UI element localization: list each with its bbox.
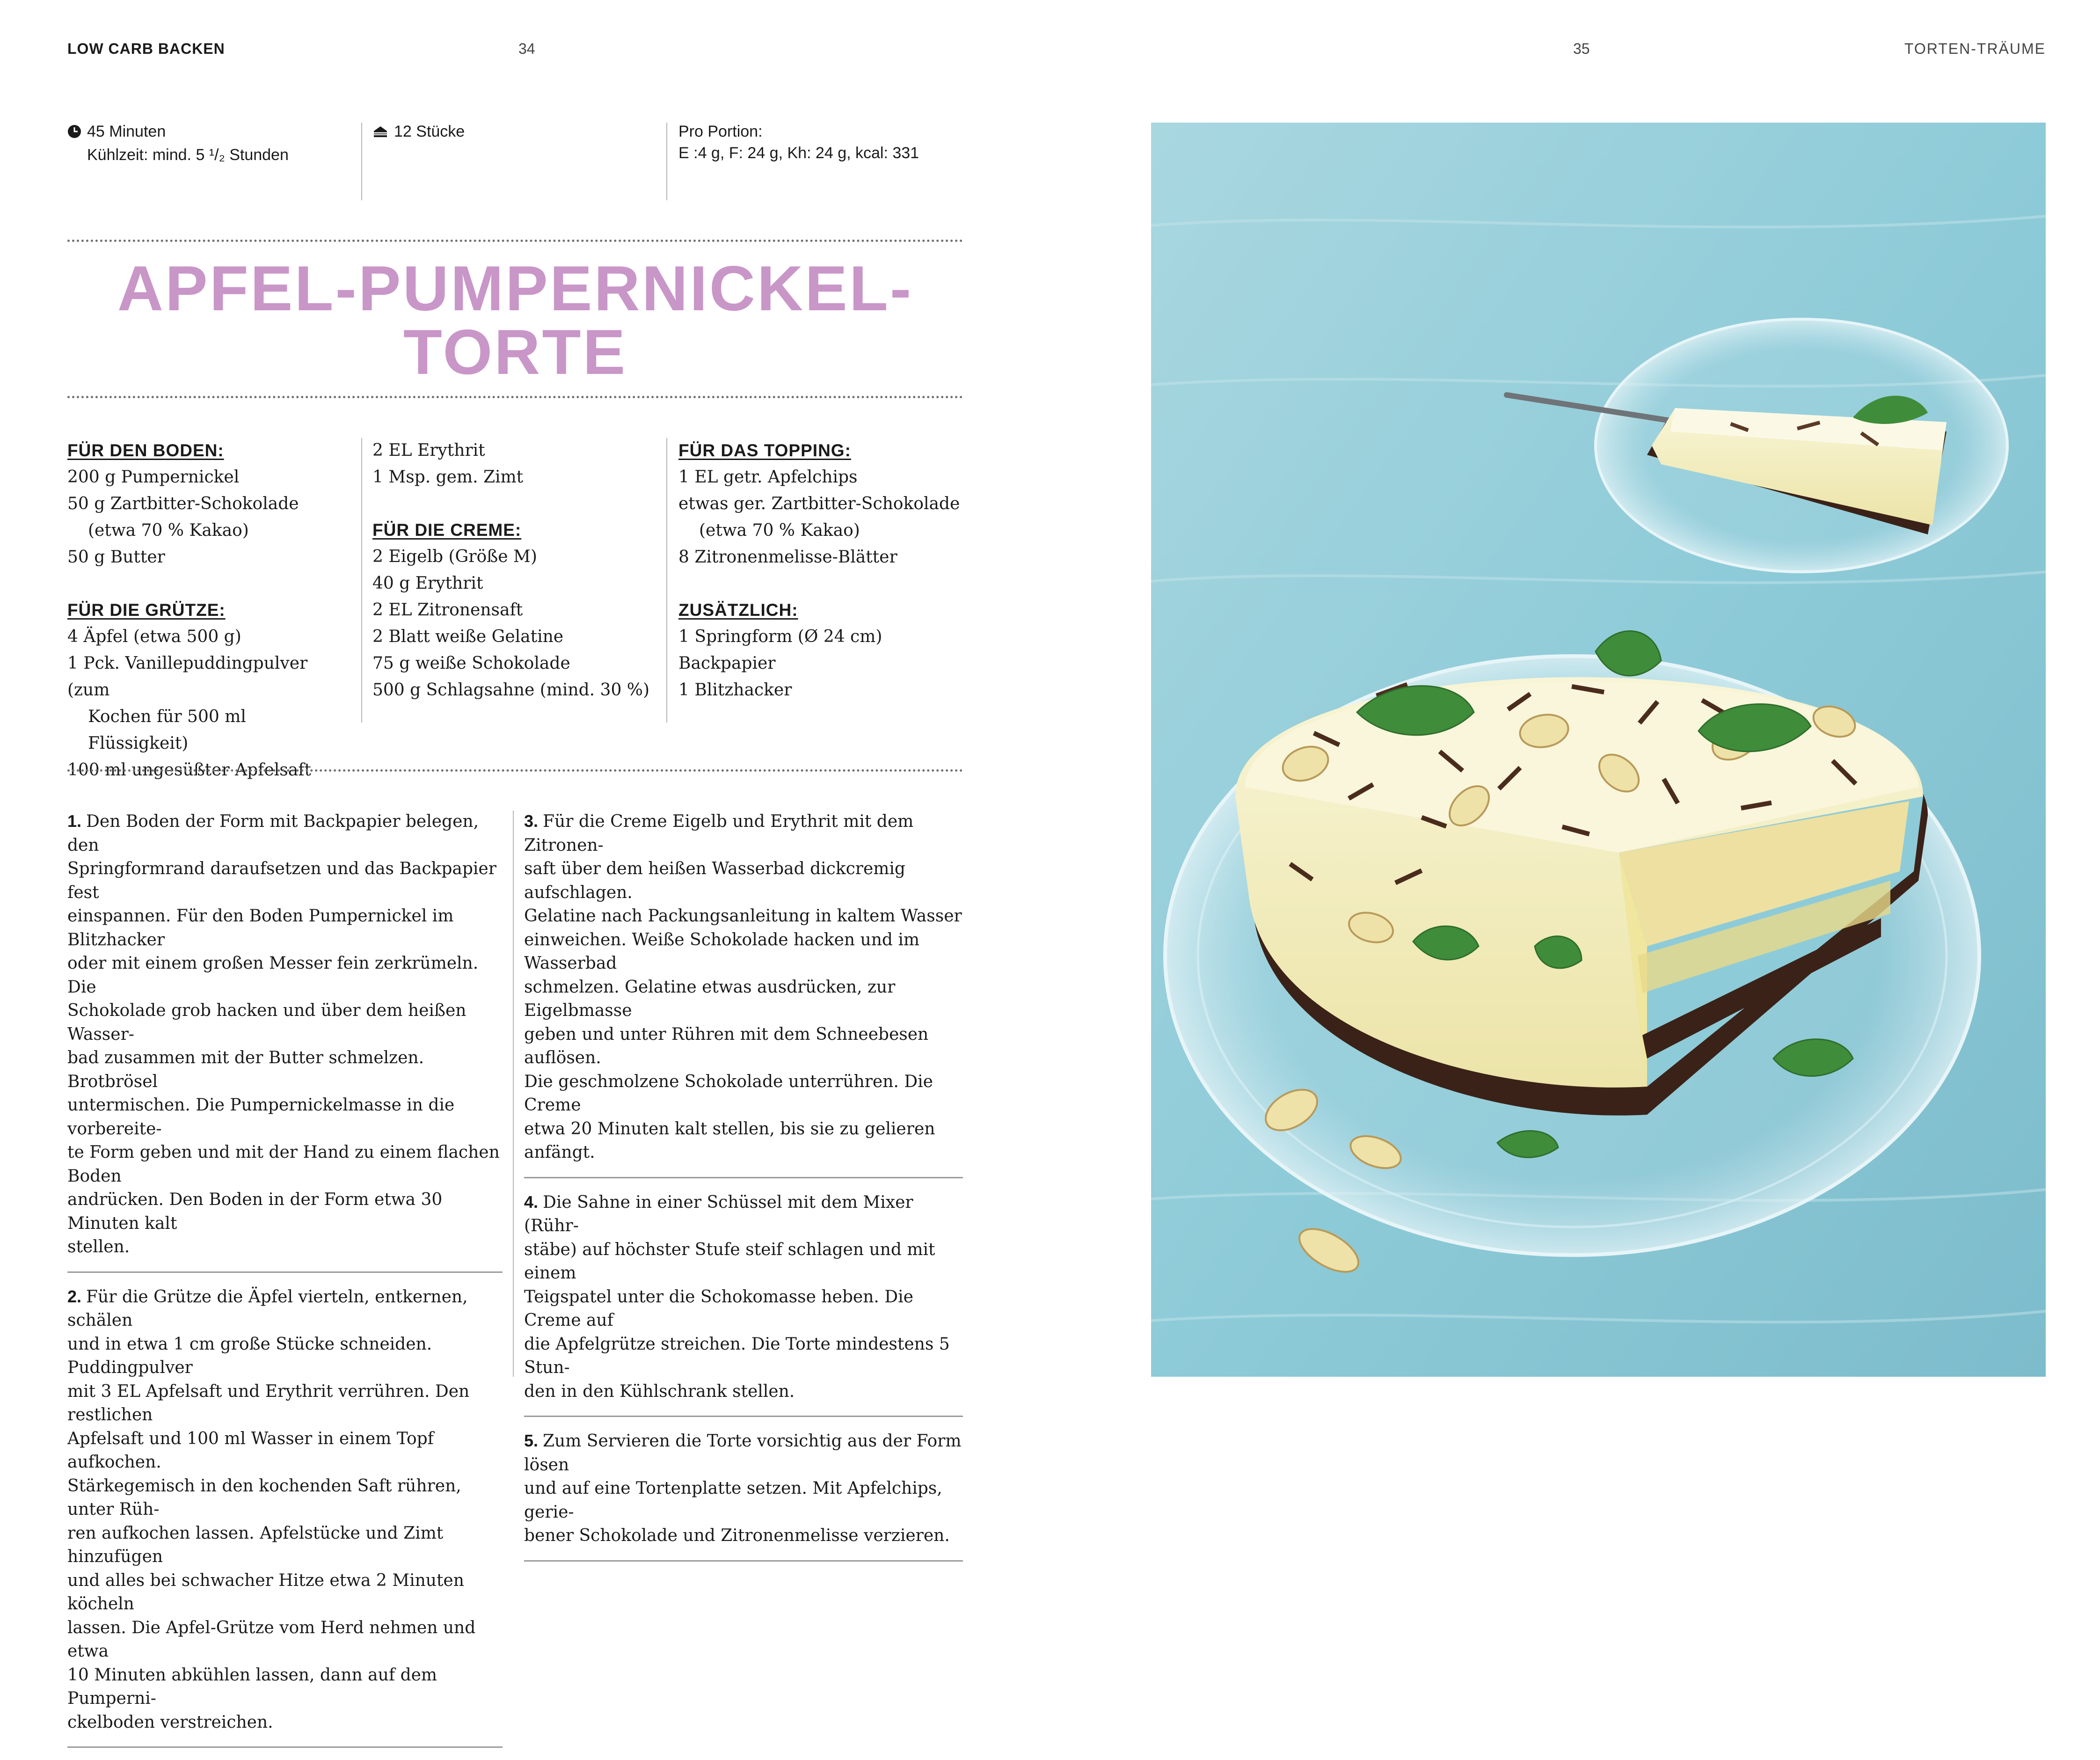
method-step-line — [67, 1235, 503, 1259]
method-step-line — [524, 1333, 963, 1380]
ingredient-item: (etwa 70 % Kakao) — [699, 521, 860, 540]
method-step-line — [524, 1238, 963, 1285]
page-number-right: 35 — [1573, 40, 1590, 57]
steps-column-right — [524, 810, 963, 1574]
method-step-line — [67, 1522, 503, 1569]
method-step-line — [67, 1711, 503, 1735]
clock-icon — [67, 123, 81, 144]
cake-photo-illustration — [1151, 123, 2046, 1377]
step-text: ren aufkochen lassen. Apfelstücke und Zimt hinzufügen — [67, 1523, 444, 1566]
ingredient-item: 1 Blitzhacker — [678, 680, 792, 700]
ingredients-column-1 — [67, 437, 348, 783]
dotted-rule — [67, 396, 963, 398]
servings-info — [372, 121, 465, 144]
ingredient-item: Backpapier — [678, 654, 776, 673]
step-text: bad zusammen mit der Butter schmelzen. Brotbrösel — [67, 1048, 424, 1091]
method-step-line — [524, 1285, 963, 1333]
method-step-line — [67, 1427, 503, 1475]
ingredient-spacer — [372, 490, 653, 517]
ingredient-item: 200 g Pumpernickel — [67, 467, 240, 487]
step-text: mit 3 EL Apfelsaft und Erythrit verrühren. Den restlichen — [67, 1381, 470, 1424]
ingredient-item: 2 Eigelb (Größe M) — [372, 547, 537, 566]
step-number: 3. — [524, 811, 543, 831]
step-text: saft über dem heißen Wasserbad dickcremig aufschlagen. — [524, 859, 905, 902]
method-step-line — [67, 1188, 503, 1235]
method-step-line — [67, 1616, 503, 1664]
step-number: 4. — [524, 1192, 543, 1212]
ingredient-item: 1 EL getr. Apfelchips — [678, 467, 858, 487]
step-text: Springformrand daraufsetzen und das Backpapier fest — [67, 859, 496, 902]
ingredient-item: 1 Msp. gem. Zimt — [372, 467, 524, 487]
method-step-line — [524, 1477, 963, 1524]
step-text: die Apfelgrütze streichen. Die Torte mindestens 5 Stun- — [524, 1334, 950, 1377]
method-step-line — [67, 1141, 503, 1188]
step-text: und in etwa 1 cm große Stücke schneiden. Puddingpulver — [67, 1334, 432, 1377]
nutrition-info — [678, 121, 919, 164]
step-text: und auf eine Tortenplatte setzen. Mit Apfelchips, gerie- — [524, 1479, 942, 1522]
recipe-title-line-2: TORTE — [403, 316, 627, 387]
method-step — [67, 810, 503, 1273]
method-step-line — [524, 857, 963, 905]
ingredients-divider — [666, 438, 667, 723]
step-text: Gelatine nach Packungsanleitung in kaltem Wasser — [524, 906, 962, 926]
method-step-line — [67, 1094, 503, 1141]
method-step-line — [67, 1664, 503, 1711]
step-text: oder mit einem großen Messer fein zerkrümeln. Die — [67, 954, 479, 997]
step-text: Für die Creme Eigelb und Erythrit mit dem Zitronen- — [524, 812, 914, 855]
step-number: 5. — [524, 1431, 543, 1450]
step-text: bener Schokolade und Zitronenmelisse verzieren. — [524, 1526, 950, 1545]
nutrition-values: E :4 g, F: 24 g, Kh: 24 g, kcal: 331 — [678, 144, 919, 162]
portion-label: Pro Portion: — [678, 123, 763, 140]
ingredient-item: 4 Äpfel (etwa 500 g) — [67, 627, 241, 646]
ingredient-item: 40 g Erythrit — [372, 574, 483, 593]
method-step-line — [67, 1380, 503, 1427]
method-step-line — [67, 857, 503, 905]
ingredient-item: 100 ml ungesüßter Apfelsaft — [67, 760, 312, 780]
method-step — [524, 810, 963, 1178]
step-number: 2. — [67, 1286, 87, 1306]
ingredient-item: 500 g Schlagsahne (mind. 30 %) — [372, 680, 650, 700]
step-text: Apfelsaft und 100 ml Wasser in einem Topf aufkochen. — [67, 1429, 434, 1472]
running-title-left: LOW CARB BACKEN — [67, 40, 225, 57]
method-step-line — [524, 928, 963, 976]
ingredient-spacer — [67, 570, 348, 597]
step-text: andrücken. Den Boden in der Form etwa 30 Minuten kalt — [67, 1190, 443, 1233]
method-step — [524, 1190, 963, 1417]
step-text: den in den Kühlschrank stellen. — [524, 1381, 795, 1401]
ingredient-item: 2 EL Zitronensaft — [372, 600, 523, 620]
method-step-line — [67, 905, 503, 952]
step-text: einspannen. Für den Boden Pumpernickel im Blitzhacker — [67, 906, 454, 949]
method-step-line — [67, 1333, 503, 1380]
step-text: 10 Minuten abkühlen lassen, dann auf dem Pumperni- — [67, 1665, 438, 1708]
ingredients-column-2 — [372, 437, 653, 703]
ingredient-spacer — [678, 570, 969, 597]
method-step-line — [67, 1475, 503, 1522]
steps-divider — [513, 811, 514, 1377]
method-step-line — [524, 976, 963, 1023]
step-text: te Form geben und mit der Hand zu einem flachen Boden — [67, 1143, 500, 1186]
time-info — [67, 121, 289, 166]
ingredients-divider — [361, 438, 362, 723]
ingredient-item: 50 g Butter — [67, 548, 165, 567]
ingredient-heading: FÜR DIE GRÜTZE: — [67, 600, 226, 620]
ingredient-heading: ZUSÄTZLICH: — [678, 600, 798, 620]
ingredient-heading: FÜR DEN BODEN: — [67, 441, 224, 460]
ingredients-column-3 — [678, 437, 969, 703]
method-step-line — [67, 952, 503, 999]
ingredient-heading: FÜR DAS TOPPING: — [678, 441, 851, 460]
method-step-line — [524, 1380, 963, 1404]
method-step-line — [524, 1117, 963, 1165]
info-divider — [666, 123, 667, 200]
method-step-line — [524, 905, 963, 928]
step-text: Die Sahne in einer Schüssel mit dem Mixer (Rühr- — [524, 1192, 913, 1235]
ingredient-item: 50 g Zartbitter-Schokolade — [67, 494, 299, 513]
step-text: schmelzen. Gelatine etwas ausdrücken, zur Eigelbmasse — [524, 977, 896, 1020]
step-text: lassen. Die Apfel-Grütze vom Herd nehmen und etwa — [67, 1618, 476, 1661]
method-step-line — [67, 1285, 503, 1333]
recipe-title-line-1: APFEL-PUMPERNICKEL- — [117, 253, 913, 324]
ingredient-item: 2 Blatt weiße Gelatine — [372, 627, 564, 646]
method-step-line — [524, 1524, 963, 1548]
step-text: Zum Servieren die Torte vorsichtig aus der Form lösen — [524, 1431, 962, 1475]
method-step-line — [524, 1023, 963, 1070]
step-text: Teigspatel unter die Schokomasse heben. Die Creme auf — [524, 1287, 913, 1330]
running-title-right: TORTEN-TRÄUME — [1904, 40, 2046, 57]
method-step — [67, 1285, 503, 1748]
page-number-left: 34 — [518, 40, 535, 57]
method-step-line — [524, 1429, 963, 1477]
servings: 12 Stücke — [394, 123, 465, 140]
method-step-line — [524, 1070, 963, 1117]
ingredient-item: 1 Springform (Ø 24 cm) — [678, 627, 882, 646]
step-text: stellen. — [67, 1237, 130, 1256]
step-text: Die geschmolzene Schokolade unterrühren. Die Creme — [524, 1072, 933, 1115]
step-text: etwa 20 Minuten kalt stellen, bis sie zu gelieren anfängt. — [524, 1119, 935, 1162]
step-text: stäbe) auf höchster Stufe steif schlagen und mit einem — [524, 1240, 935, 1283]
step-text: Den Boden der Form mit Backpapier belegen, den — [67, 812, 479, 855]
dotted-rule — [67, 769, 963, 772]
ingredient-item: 2 EL Erythrit — [372, 441, 485, 460]
step-text: Stärkegemisch in den kochenden Saft rühren, unter Rüh- — [67, 1476, 461, 1519]
cake-slice-icon — [372, 123, 388, 144]
step-text: geben und unter Rühren mit dem Schneebesen auflösen. — [524, 1024, 929, 1067]
cake-photo — [1151, 123, 2046, 1377]
ingredient-item: Kochen für 500 ml Flüssigkeit) — [88, 707, 246, 753]
step-text: einweichen. Weiße Schokolade hacken und im Wasserbad — [524, 930, 920, 973]
method-step-line — [67, 810, 503, 857]
step-text: Schokolade grob hacken und über dem heißen Wasser- — [67, 1001, 467, 1044]
ingredient-item: 8 Zitronenmelisse-Blätter — [678, 548, 897, 567]
dotted-rule — [67, 240, 963, 242]
ingredient-item: 75 g weiße Schokolade — [372, 654, 570, 673]
step-text: und alles bei schwacher Hitze etwa 2 Minuten köcheln — [67, 1570, 464, 1614]
method-step-line — [67, 999, 503, 1046]
prep-time: 45 Minuten — [87, 123, 166, 140]
cooling-time: Kühlzeit: mind. 5 ¹/₂ Stunden — [87, 146, 289, 164]
method-step-line — [524, 810, 963, 857]
steps-column-left — [67, 810, 503, 1760]
method-step-line — [67, 1569, 503, 1616]
step-number: 1. — [67, 811, 87, 831]
method-step-line — [524, 1190, 963, 1238]
recipe-title — [67, 253, 963, 387]
ingredient-item: etwas ger. Zartbitter-Schokolade — [678, 494, 960, 513]
ingredient-heading: FÜR DIE CREME: — [372, 520, 522, 540]
info-divider — [361, 123, 362, 200]
step-text: ckelboden verstreichen. — [67, 1712, 273, 1732]
step-text: Für die Grütze die Äpfel vierteln, entkernen, schälen — [67, 1287, 468, 1330]
step-text: untermischen. Die Pumpernickelmasse in die vorbereite- — [67, 1095, 455, 1139]
method-step — [524, 1429, 963, 1562]
ingredient-item: (etwa 70 % Kakao) — [88, 521, 249, 540]
ingredient-item: 1 Pck. Vanillepuddingpulver (zum — [67, 654, 308, 700]
method-step-line — [67, 1046, 503, 1094]
